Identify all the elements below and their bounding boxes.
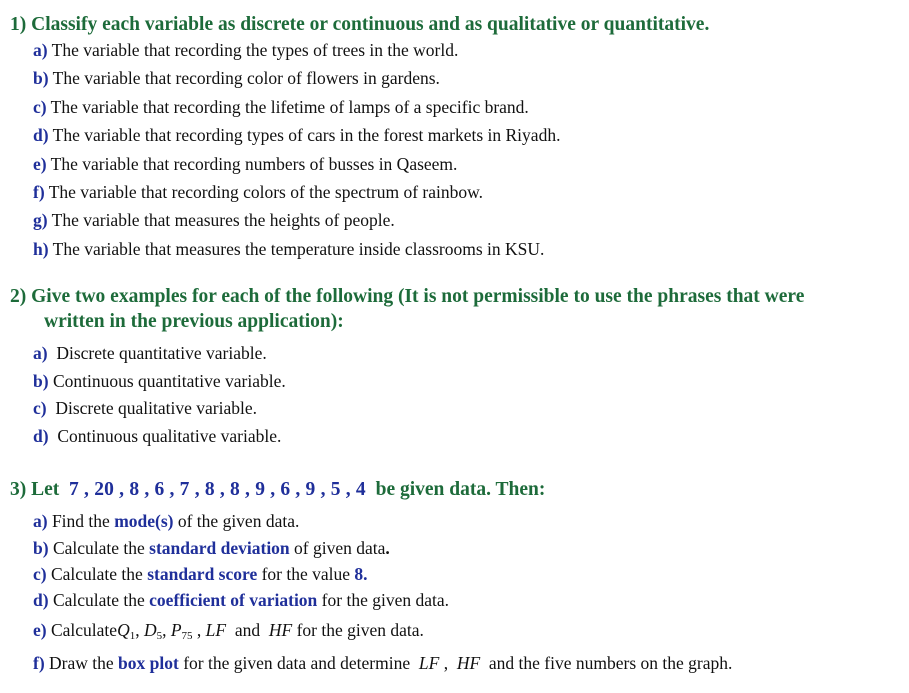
question-3-item-c — [33, 563, 368, 585]
item-text: The variable that recording the types of trees in the world. — [51, 40, 459, 60]
item-text: The variable that recording types of cars in the forest markets in Riyadh. — [52, 125, 561, 145]
item-text: Continuous quantitative variable. — [52, 371, 286, 391]
item-text: The variable that recording color of flowers in gardens. — [52, 68, 440, 88]
item-text: Calculate the — [52, 538, 145, 558]
keyword-mode: mode(s) — [114, 511, 174, 531]
question-3-item-e: e) CalculateQ$_1$, $D_5$, $P_{75}$ , LF and HF for the given data. — [33, 620, 424, 642]
item-text: The variable that measures the temperature inside classrooms in KSU. — [52, 239, 545, 259]
item-label: f) — [33, 182, 45, 202]
item-text: for the given data. — [296, 620, 424, 640]
item-label: d) — [33, 426, 49, 446]
question-1-item-c — [33, 96, 529, 118]
math-lf: LF — [205, 620, 227, 640]
item-period: . — [385, 538, 390, 558]
item-text: Discrete qualitative variable. — [55, 398, 258, 418]
item-label: b) — [33, 68, 49, 88]
item-text: Draw the — [49, 653, 114, 673]
item-label: g) — [33, 210, 48, 230]
math-hf: HF — [456, 653, 481, 673]
item-label: e) — [33, 620, 47, 640]
question-3-item-d — [33, 589, 449, 611]
item-text: The variable that recording colors of the spectrum of rainbow. — [48, 182, 483, 202]
score-value: 8. — [354, 564, 368, 584]
question-2-heading-line-2: written in the previous application): — [44, 311, 344, 332]
item-text: Discrete quantitative variable. — [56, 343, 267, 363]
item-text: for the given data. — [321, 590, 449, 610]
math-p75: $P_{75}$ — [170, 620, 193, 642]
question-2-heading — [10, 284, 804, 334]
item-text: for the value — [261, 564, 351, 584]
item-text: The variable that measures the heights of people. — [51, 210, 395, 230]
item-label: c) — [33, 398, 47, 418]
item-label: a) — [33, 343, 48, 363]
item-text: Calculate the — [52, 590, 145, 610]
item-label: e) — [33, 154, 47, 174]
keyword-coefficient-of-variation: coefficient of variation — [149, 590, 318, 610]
question-2-item-b — [33, 370, 286, 392]
keyword-box-plot: box plot — [118, 653, 179, 673]
question-2-heading-line-1: 2) Give two examples for each of the following (It is not permissible to use the phrases that were — [10, 286, 805, 307]
math-lf: LF — [418, 653, 440, 673]
question-2-item-d — [33, 425, 281, 447]
item-text: of given data — [294, 538, 386, 558]
question-3-heading-suffix: be given data. Then: — [375, 479, 546, 500]
item-text: The variable that recording numbers of busses in Qaseem. — [50, 154, 458, 174]
math-q1: $Q_1$ — [117, 620, 136, 642]
question-1-heading: 1) Classify each variable as discrete or continuous and as qualitative or quantitative. — [10, 14, 710, 35]
question-3-heading — [10, 477, 545, 502]
item-text: and the five numbers on the graph. — [488, 653, 733, 673]
item-label: c) — [33, 97, 47, 117]
item-label: a) — [33, 511, 48, 531]
item-text: Calculate — [50, 620, 118, 640]
item-label: c) — [33, 564, 47, 584]
item-text: Find the — [51, 511, 110, 531]
item-text: The variable that recording the lifetime of lamps of a specific brand. — [50, 97, 529, 117]
question-1-item-h — [33, 238, 544, 260]
math-d5: $D_5$ — [143, 620, 163, 642]
question-1-item-a — [33, 39, 458, 61]
question-1-item-g — [33, 209, 395, 231]
keyword-standard-deviation: standard deviation — [149, 538, 290, 558]
question-3-item-b — [33, 537, 390, 559]
item-label: a) — [33, 40, 48, 60]
math-hf: HF — [268, 620, 293, 640]
question-3-item-f: f) Draw the box plot for the given data and determine LF , HF and the five numbers on the graph. — [33, 653, 733, 673]
question-2-item-a — [33, 342, 267, 364]
item-text: and — [234, 620, 261, 640]
item-label: f) — [33, 653, 45, 673]
item-label: d) — [33, 590, 49, 610]
item-text: Calculate the — [50, 564, 143, 584]
item-text: Continuous qualitative variable. — [57, 426, 282, 446]
data-values: 7 , 20 , 8 , 6 , 7 , 8 , 8 , 9 , 6 , 9 , 5 , 4 — [69, 479, 366, 500]
question-1-item-d — [33, 124, 560, 146]
item-text: for the given data and determine — [183, 653, 411, 673]
item-label: d) — [33, 125, 49, 145]
question-2-item-c — [33, 397, 257, 419]
question-1-item-b — [33, 67, 440, 89]
item-label: h) — [33, 239, 49, 259]
question-3-heading-prefix: 3) Let — [10, 479, 60, 500]
keyword-standard-score: standard score — [147, 564, 258, 584]
question-3-item-a — [33, 510, 299, 532]
item-label: b) — [33, 538, 49, 558]
item-label: b) — [33, 371, 49, 391]
question-1-item-f — [33, 181, 483, 203]
question-1-item-e — [33, 153, 457, 175]
item-text: of the given data. — [177, 511, 300, 531]
